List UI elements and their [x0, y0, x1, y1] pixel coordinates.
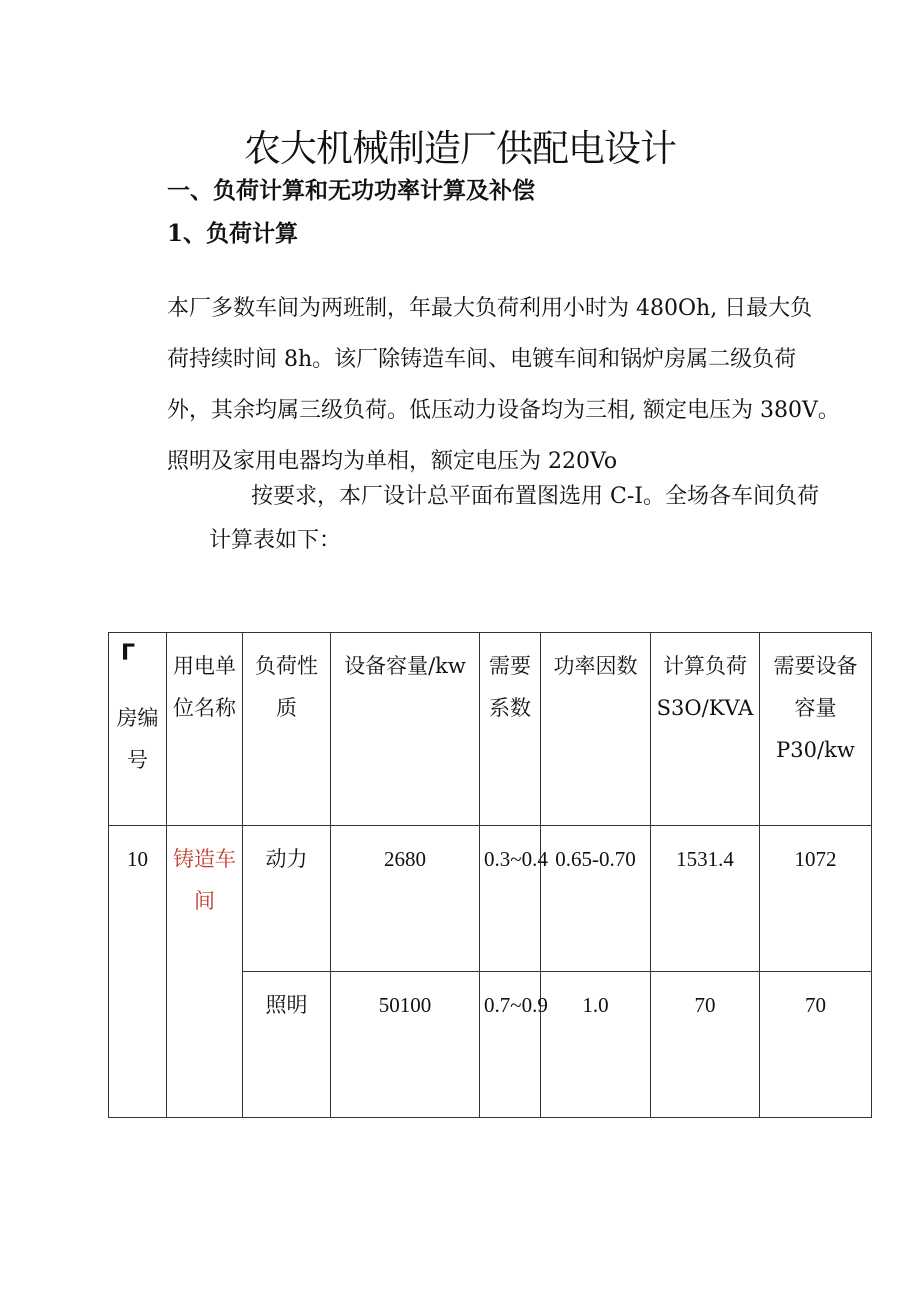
cell-load-type: 照明 — [243, 972, 331, 1118]
header-label: 计算负荷S3O/KVA — [656, 654, 754, 720]
corner-mark-glyph: Γ — [121, 641, 136, 666]
subsection-heading: 1、负荷计算 — [167, 220, 299, 247]
paragraph-line: 本厂多数车间为两班制，年最大负荷利用小时为 480Oh, 日最大负 — [167, 296, 813, 321]
table-intro-paragraph — [167, 475, 872, 563]
paragraph-line: 照明及家用电器均为单相，额定电压为 220Vo — [167, 449, 618, 474]
header-unit-name — [167, 633, 243, 826]
header-room-no — [109, 633, 167, 826]
header-capacity — [331, 633, 480, 826]
table-header-row — [109, 633, 872, 826]
paragraph-line: 荷持续时间 8h。该厂除铸造车间、电镀车间和锅炉房属二级负荷 — [167, 347, 797, 372]
cell-unit-name: 铸造车间 — [167, 826, 243, 1118]
cell-demand-factor: 0.3~0.4 — [480, 826, 541, 972]
cell-demand-factor: 0.7~0.9 — [480, 972, 541, 1118]
load-calculation-table — [108, 632, 872, 1118]
header-label: 用电单位名称 — [173, 654, 236, 720]
paragraph-line: 外，其余均属三级负荷。低压动力设备均为三相, 额定电压为 380V。 — [167, 398, 840, 423]
cell-room-no: 10 — [109, 826, 167, 1118]
header-load-type — [243, 633, 331, 826]
cell-power-factor: 1.0 — [541, 972, 651, 1118]
header-power-factor — [541, 633, 651, 826]
cell-capacity: 50100 — [331, 972, 480, 1118]
paragraph-line: 按要求，本厂设计总平面布置图选用 C-I。全场各车间负荷 — [251, 484, 819, 509]
cell-s30: 1531.4 — [651, 826, 760, 972]
section-heading: 一、负荷计算和无功功率计算及补偿 — [167, 177, 535, 204]
header-s30 — [651, 633, 760, 826]
header-label: 负荷性质 — [255, 654, 318, 720]
cell-capacity: 2680 — [331, 826, 480, 972]
table-row — [109, 826, 872, 972]
cell-p30: 70 — [760, 972, 872, 1118]
intro-paragraph — [167, 283, 872, 487]
cell-s30: 70 — [651, 972, 760, 1118]
paragraph-line: 计算表如下： — [209, 528, 342, 553]
header-label: 设备容量/kw — [344, 654, 466, 678]
document-title: 农大机械制造厂供配电设计 — [244, 127, 676, 170]
header-p30 — [760, 633, 872, 826]
cell-p30: 1072 — [760, 826, 872, 972]
cell-load-type: 动力 — [243, 826, 331, 972]
header-label: 需要系数 — [489, 654, 531, 720]
cell-power-factor: 0.65-0.70 — [541, 826, 651, 972]
header-label: 功率因数 — [553, 654, 638, 678]
header-demand-factor — [480, 633, 541, 826]
header-label: 房编号 — [116, 706, 159, 772]
header-label: 需要设备容量P30/kw — [773, 654, 858, 762]
